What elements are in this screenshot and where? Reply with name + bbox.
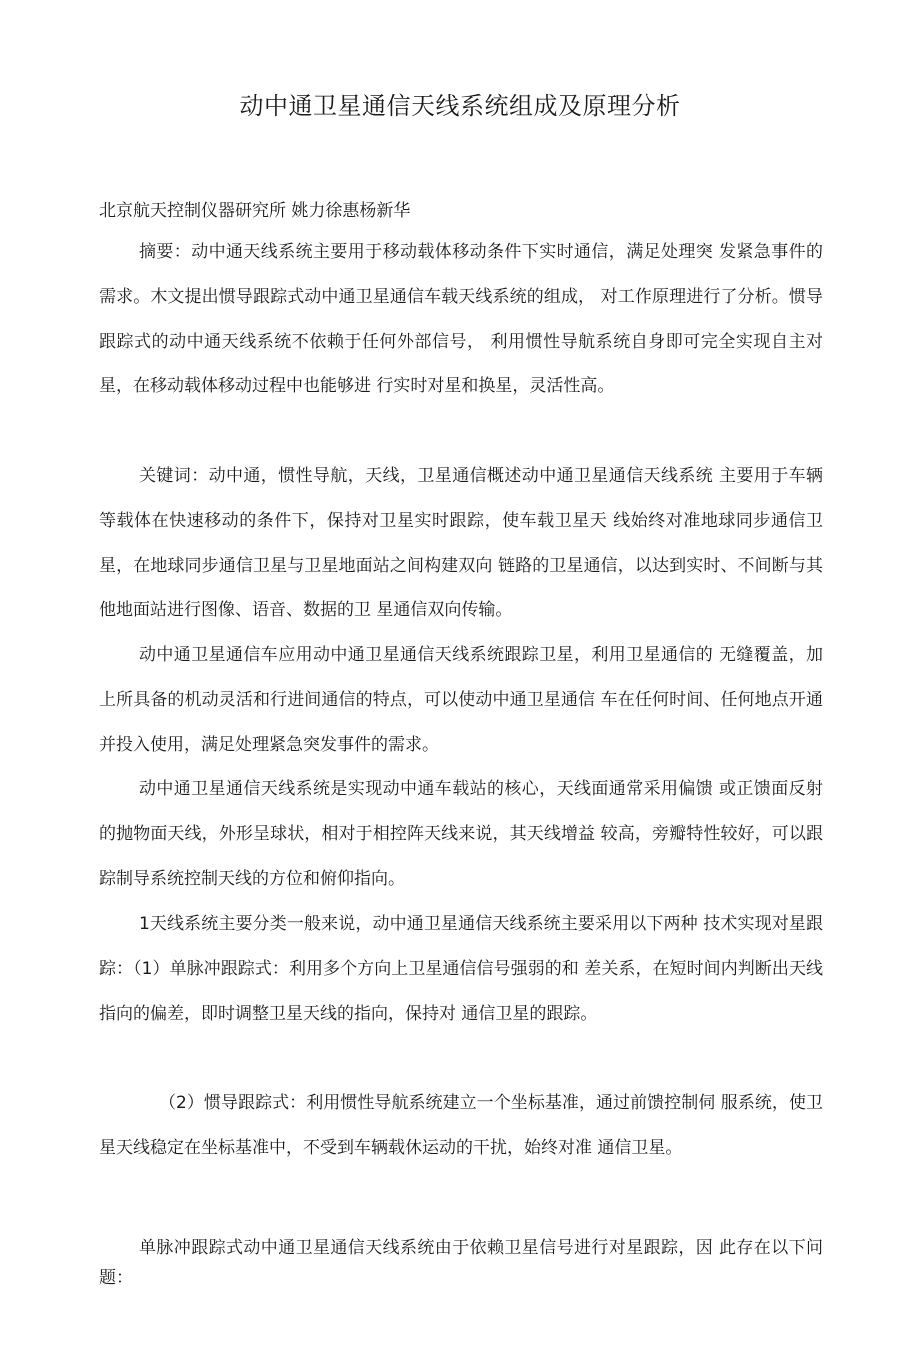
section-paragraph: 1天线系统主要分类一般来说，动中通卫星通信天线系统主要采用以下两种 技术实现对星跟踪：（1）单脉冲跟踪式：利用多个方向上卫星通信信号强弱的和 差关系，在短时间内判断出天线指向的偏差，即时调整卫星天线的指向，保持对 通信卫星的跟踪。 <box>99 914 823 1024</box>
author-line: 北京航天控制仪器研究所 姚力徐惠杨新华 <box>99 201 411 221</box>
body-paragraph: 动中通卫星通信车应用动中通卫星通信天线系统跟踪卫星，利用卫星通信的 无缝覆盖，加上所具备的机动灵活和行进间通信的特点，可以使动中通卫星通信 车在任何时间、任何地点开通并投入使用，满足处理紧急突发事件的需求。 <box>99 645 823 755</box>
body-paragraph: 动中通卫星通信天线系统是实现动中通车载站的核心，天线面通常采用偏馈 或正馈面反射的抛物面天线，外形呈球状，相对于相控阵天线来说，其天线增益 较高，旁瓣特性较好，可以跟踪制导系统控制天线的方位和俯仰指向。 <box>99 779 823 889</box>
body-paragraph: （2）惯导跟踪式：利用惯性导航系统建立一个坐标基准，通过前馈控制伺 服系统，使卫星天线稳定在坐标基准中，不受到车辆载休运动的干扰，始终对准 通信卫星。 <box>99 1093 823 1158</box>
body-paragraph: 单脉冲跟踪式动中通卫星通信天线系统由于依赖卫星信号进行对星跟踪，因 此存在以下问题： <box>99 1238 823 1288</box>
keywords-paragraph: 关键词：动中通，惯性导航，天线，卫星通信概述动中通卫星通信天线系统 主要用于车辆等载体在快速移动的条件下，保持对卫星实时跟踪，使车载卫星天 线始终对准地球同步通信卫星，在地球同步通信卫星与卫星地面站之间构建双向 链路的卫星通信，以达到实时、不间断与其他地面站进行图像、语音、数据的卫 星通信双向传输。 <box>99 466 823 621</box>
abstract-paragraph: 摘要：动中通天线系统主要用于移动载体移动条件下实时通信，满足处理突 发紧急事件的需求。木文提出惯导跟踪式动中通卫星通信车载天线系统的组成， 对工作原理进行了分析。惯导跟踪式的动中通天线系统不依赖于任何外部信号， 利用惯性导航系统自身即可完全实现自主对星，在移动载体移动过程中也能够进 行实时对星和换星，灵活性高。 <box>99 242 823 397</box>
document-title: 动中通卫星通信天线系统组成及原理分析 <box>239 92 681 120</box>
